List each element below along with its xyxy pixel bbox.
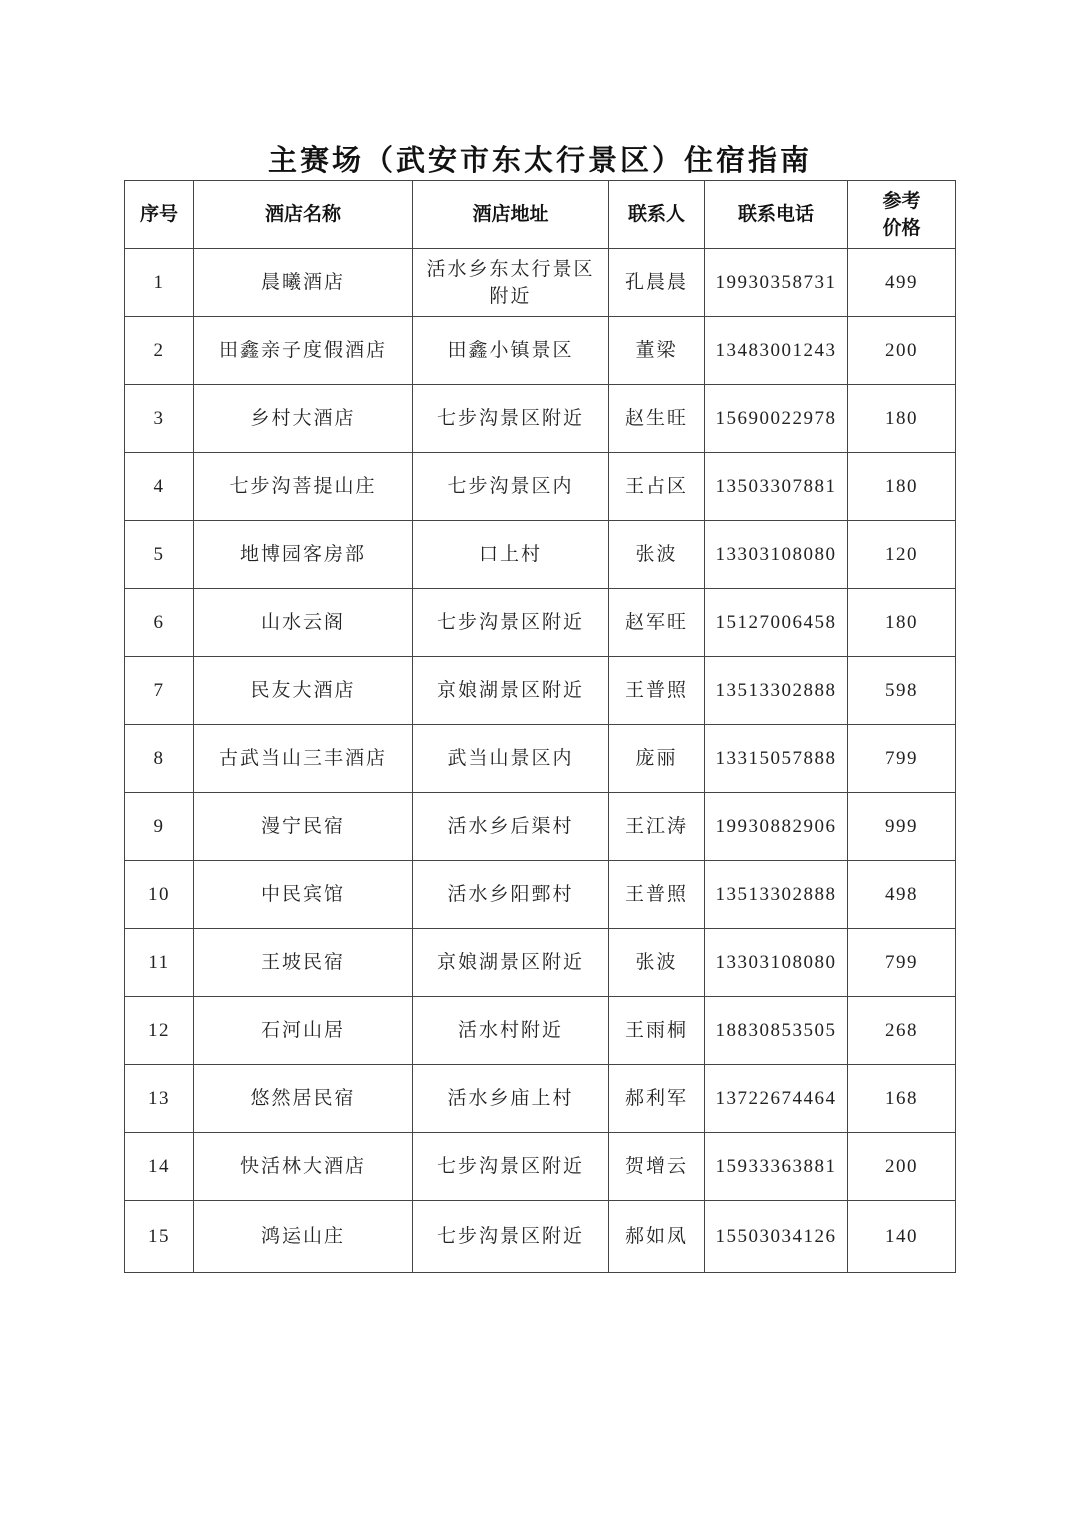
hotel-name: 鸿运山庄 [194, 1201, 413, 1273]
hotel-address [413, 997, 609, 1065]
reference-price: 799 [848, 725, 956, 793]
contact-person: 孔晨晨 [609, 249, 705, 317]
row-number: 4 [125, 453, 194, 521]
hotel-address-text: 活水乡东太行景区附近 [426, 257, 595, 307]
contact-phone: 13483001243 [705, 317, 848, 385]
contact-phone: 15127006458 [705, 589, 848, 657]
table-row [125, 657, 956, 725]
hotel-address-text: 七步沟景区附近 [436, 1225, 584, 1247]
hotel-address-text: 活水乡庙上村 [447, 1087, 574, 1109]
column-header-price [848, 181, 956, 249]
table-row [125, 1065, 956, 1133]
hotel-address-text: 活水乡阳鄄村 [447, 883, 574, 905]
hotel-name: 快活林大酒店 [194, 1133, 413, 1201]
contact-person: 贺增云 [609, 1133, 705, 1201]
table-row [125, 589, 956, 657]
reference-price: 999 [848, 793, 956, 861]
column-header-phone: 联系电话 [705, 181, 848, 249]
contact-person: 王江涛 [609, 793, 705, 861]
contact-person: 王普照 [609, 861, 705, 929]
contact-person: 王雨桐 [609, 997, 705, 1065]
table-row [125, 1133, 956, 1201]
column-header-hotel-name: 酒店名称 [194, 181, 413, 249]
row-number: 8 [125, 725, 194, 793]
hotel-address [413, 1201, 609, 1273]
column-header-hotel-address: 酒店地址 [413, 181, 609, 249]
contact-person: 张波 [609, 929, 705, 997]
table-row [125, 249, 956, 317]
hotel-address [413, 1133, 609, 1201]
hotel-address-text: 京娘湖景区附近 [436, 679, 584, 701]
row-number: 12 [125, 997, 194, 1065]
hotel-name: 山水云阁 [194, 589, 413, 657]
hotel-address [413, 793, 609, 861]
table-row [125, 929, 956, 997]
hotel-address-text: 七步沟景区内 [447, 475, 574, 497]
table-row [125, 385, 956, 453]
table-row [125, 317, 956, 385]
reference-price: 498 [848, 861, 956, 929]
contact-phone: 18830853505 [705, 997, 848, 1065]
hotel-address-text: 活水村附近 [457, 1019, 563, 1041]
accommodation-table [124, 180, 956, 1273]
table-row [125, 725, 956, 793]
hotel-address-text: 七步沟景区附近 [436, 407, 584, 429]
contact-phone: 13513302888 [705, 657, 848, 725]
contact-phone: 15933363881 [705, 1133, 848, 1201]
hotel-address [413, 861, 609, 929]
row-number: 13 [125, 1065, 194, 1133]
hotel-address-text: 武当山景区内 [447, 747, 574, 769]
reference-price: 180 [848, 453, 956, 521]
hotel-address-text: 田鑫小镇景区 [447, 339, 574, 361]
reference-price: 499 [848, 249, 956, 317]
table-row [125, 793, 956, 861]
hotel-name: 民友大酒店 [194, 657, 413, 725]
reference-price: 180 [848, 589, 956, 657]
hotel-name: 悠然居民宿 [194, 1065, 413, 1133]
hotel-address [413, 521, 609, 589]
contact-phone: 13303108080 [705, 521, 848, 589]
contact-phone: 13513302888 [705, 861, 848, 929]
row-number: 1 [125, 249, 194, 317]
hotel-address [413, 453, 609, 521]
hotel-address [413, 249, 609, 317]
row-number: 11 [125, 929, 194, 997]
column-header-number: 序号 [125, 181, 194, 249]
table-row [125, 521, 956, 589]
contact-person: 郝利军 [609, 1065, 705, 1133]
hotel-address [413, 385, 609, 453]
row-number: 15 [125, 1201, 194, 1273]
reference-price: 200 [848, 1133, 956, 1201]
contact-phone: 13722674464 [705, 1065, 848, 1133]
hotel-name: 七步沟菩提山庄 [194, 453, 413, 521]
hotel-address [413, 317, 609, 385]
contact-phone: 15503034126 [705, 1201, 848, 1273]
hotel-name: 石河山居 [194, 997, 413, 1065]
contact-phone: 19930882906 [705, 793, 848, 861]
hotel-name: 田鑫亲子度假酒店 [194, 317, 413, 385]
hotel-name: 中民宾馆 [194, 861, 413, 929]
table-row [125, 1201, 956, 1273]
hotel-name: 乡村大酒店 [194, 385, 413, 453]
hotel-address-text: 活水乡后渠村 [447, 815, 574, 837]
hotel-name: 漫宁民宿 [194, 793, 413, 861]
hotel-address-text: 七步沟景区附近 [436, 611, 584, 633]
hotel-name: 晨曦酒店 [194, 249, 413, 317]
table-row [125, 997, 956, 1065]
contact-phone: 13315057888 [705, 725, 848, 793]
column-header-contact: 联系人 [609, 181, 705, 249]
row-number: 2 [125, 317, 194, 385]
reference-price: 799 [848, 929, 956, 997]
contact-person: 庞丽 [609, 725, 705, 793]
hotel-address-text: 七步沟景区附近 [436, 1155, 584, 1177]
reference-price: 268 [848, 997, 956, 1065]
price-header-line2: 价格 [882, 216, 921, 239]
hotel-name: 王坡民宿 [194, 929, 413, 997]
reference-price: 200 [848, 317, 956, 385]
hotel-name: 古武当山三丰酒店 [194, 725, 413, 793]
reference-price: 140 [848, 1201, 956, 1273]
contact-phone: 15690022978 [705, 385, 848, 453]
reference-price: 180 [848, 385, 956, 453]
row-number: 6 [125, 589, 194, 657]
row-number: 10 [125, 861, 194, 929]
hotel-address [413, 657, 609, 725]
contact-person: 赵军旺 [609, 589, 705, 657]
contact-phone: 13503307881 [705, 453, 848, 521]
table-row [125, 453, 956, 521]
reference-price: 168 [848, 1065, 956, 1133]
table-row [125, 861, 956, 929]
hotel-address [413, 725, 609, 793]
contact-phone: 13303108080 [705, 929, 848, 997]
row-number: 5 [125, 521, 194, 589]
hotel-address-text: 口上村 [478, 543, 542, 565]
reference-price: 598 [848, 657, 956, 725]
contact-person: 董梁 [609, 317, 705, 385]
hotel-address [413, 929, 609, 997]
hotel-address [413, 1065, 609, 1133]
row-number: 14 [125, 1133, 194, 1201]
contact-phone: 19930358731 [705, 249, 848, 317]
row-number: 7 [125, 657, 194, 725]
row-number: 3 [125, 385, 194, 453]
hotel-address-text: 京娘湖景区附近 [436, 951, 584, 973]
contact-person: 王普照 [609, 657, 705, 725]
price-header-line1: 参考 [882, 189, 921, 212]
hotel-address [413, 589, 609, 657]
contact-person: 王占区 [609, 453, 705, 521]
contact-person: 赵生旺 [609, 385, 705, 453]
page-title: 主赛场（武安市东太行景区）住宿指南 [267, 143, 812, 177]
contact-person: 张波 [609, 521, 705, 589]
reference-price: 120 [848, 521, 956, 589]
table-header-row [125, 181, 956, 249]
contact-person: 郝如凤 [609, 1201, 705, 1273]
hotel-name: 地博园客房部 [194, 521, 413, 589]
row-number: 9 [125, 793, 194, 861]
